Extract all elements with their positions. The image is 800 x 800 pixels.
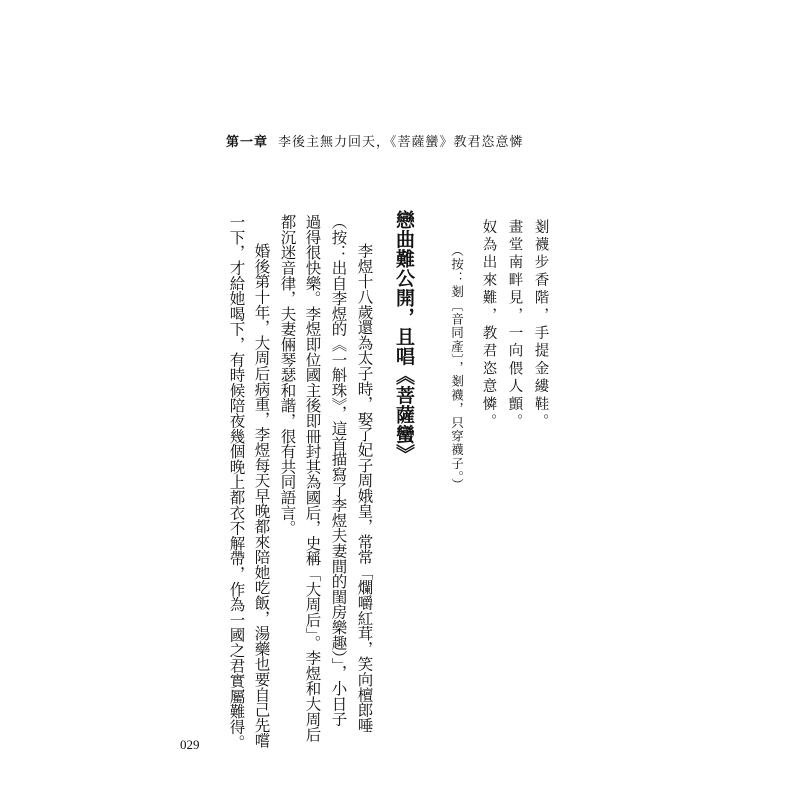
body-column: 婚後第十年，大周后病重，李煜每天早晚都來陪她吃飯，湯藥也要自己先嚐 bbox=[252, 243, 271, 748]
body-column: （按：出自李煜的《一斛珠》，這首描寫了李煜夫妻間的閨房樂趣）」，小日子 bbox=[329, 214, 348, 727]
poem-annotation: （按：剗〔音同產〕，剗襪，只穿襪子。） bbox=[449, 244, 465, 492]
poem-line: 畫堂南畔見，一向偎人顫。 bbox=[506, 219, 523, 432]
chapter-title: 李後主無力回天，《菩薩蠻》教君恣意憐 bbox=[278, 135, 524, 150]
chapter-label: 第一章 bbox=[226, 135, 269, 150]
running-head bbox=[226, 131, 524, 150]
body-column: 李煜十八歲還為太子時，娶了妃子周娥皇，常常「爛嚼紅茸，笑向檀郎唾 bbox=[355, 243, 374, 733]
page-number: 029 bbox=[180, 737, 200, 752]
section-heading: 戀曲難公開，且唱《菩薩蠻》 bbox=[393, 210, 415, 464]
body-column: 都沉迷音律，夫妻倆琴瑟和諧，很有共同語言。 bbox=[278, 214, 297, 536]
body-column: 一下，才給她喝下，有時候陪夜幾個晚上都衣不解帶，作為一國之君實屬難得。 bbox=[227, 214, 246, 750]
poem-line: 奴為出來難，教君恣意憐。 bbox=[480, 219, 497, 432]
body-column: 過得很快樂。李煜即位國主後即冊封其為國后，史稱「大周后」。李煜和大周后 bbox=[303, 214, 322, 742]
poem-line: 剗襪步香階，手提金縷鞋。 bbox=[532, 219, 549, 432]
